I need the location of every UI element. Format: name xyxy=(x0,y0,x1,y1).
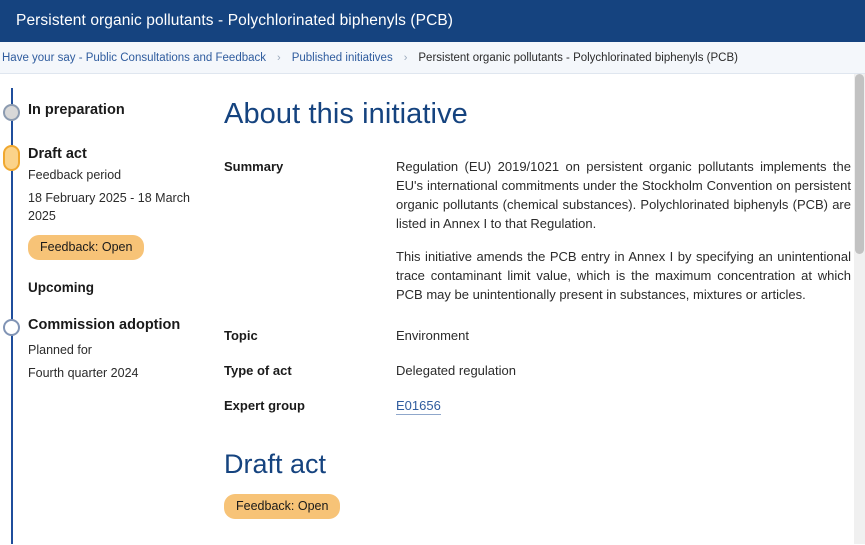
initiative-timeline xyxy=(0,74,214,544)
chevron-right-icon: › xyxy=(403,51,408,64)
field-label: Topic xyxy=(224,328,258,343)
timeline-stage-title: Commission adoption xyxy=(28,317,181,333)
page-title: About this initiative xyxy=(224,98,468,130)
draft-act-status xyxy=(224,494,855,519)
timeline-stage-draft-act xyxy=(0,144,214,260)
timeline-dot-current-icon xyxy=(3,145,20,171)
initiative-details xyxy=(214,74,865,544)
timeline-upcoming-label: Upcoming xyxy=(28,280,94,295)
timeline-stage-upcoming xyxy=(0,280,214,295)
timeline-stage-subtitle: Feedback period xyxy=(28,168,122,182)
status-badge-feedback-open: Feedback: Open xyxy=(224,494,340,519)
field-value: Delegated regulation xyxy=(396,363,516,378)
timeline-dot-completed-icon xyxy=(3,104,20,121)
summary-paragraph-1: Regulation (EU) 2019/1021 on persistent organic pollutants implements the EU's international commitments under the Stockholm Convention on persistent organic pollutants (chemical substances). Polychlorinated biphenyls (PCB) are listed in Annex I to that Regulation. xyxy=(396,159,851,231)
field-expert-group xyxy=(224,396,855,415)
expert-group-link[interactable]: E01656 xyxy=(396,398,441,413)
summary-paragraph-2: This initiative amends the PCB entry in Annex I by specifying an unintentional trace contaminant limit value, which is the maximum concentration at which PCB may be unintentionally present in substances, mixtures or articles. xyxy=(396,249,851,302)
breadcrumb xyxy=(0,42,865,74)
timeline-stage-subtitle: Planned for xyxy=(28,343,92,357)
timeline-stage-dates: 18 February 2025 - 18 March 2025 xyxy=(28,191,190,223)
timeline-stage-commission-adoption xyxy=(0,315,214,382)
field-label: Expert group xyxy=(224,398,305,413)
field-topic xyxy=(224,326,855,345)
field-value xyxy=(396,157,855,304)
timeline-dot-future-icon xyxy=(3,319,20,336)
field-label: Summary xyxy=(224,159,284,174)
timeline-stage-title: In preparation xyxy=(28,102,125,118)
app-header xyxy=(0,0,865,42)
breadcrumb-link-home[interactable]: Have your say - Public Consultations and Feedback xyxy=(2,51,267,64)
status-badge-feedback-open: Feedback: Open xyxy=(28,235,144,260)
page-scrollbar-thumb[interactable] xyxy=(855,74,864,254)
page-content xyxy=(0,74,865,544)
chevron-right-icon: › xyxy=(277,51,281,64)
page-header-title: Persistent organic pollutants - Polychlorinated biphenyls (PCB) xyxy=(16,12,454,29)
timeline-stage-dates: Fourth quarter 2024 xyxy=(28,366,139,380)
field-type-of-act xyxy=(224,361,855,380)
field-value: Environment xyxy=(396,328,469,343)
timeline-stage-title: Draft act xyxy=(28,146,87,162)
section-title-draft-act: Draft act xyxy=(224,449,327,479)
field-label: Type of act xyxy=(224,363,292,378)
timeline-stage-in-preparation xyxy=(0,100,214,120)
field-value xyxy=(396,396,855,415)
breadcrumb-link-published-initiatives[interactable]: Published initiatives xyxy=(291,51,393,64)
breadcrumb-current: Persistent organic pollutants - Polychlorinated biphenyls (PCB) xyxy=(418,51,738,64)
page-scrollbar[interactable] xyxy=(854,74,865,544)
field-summary xyxy=(224,157,855,304)
